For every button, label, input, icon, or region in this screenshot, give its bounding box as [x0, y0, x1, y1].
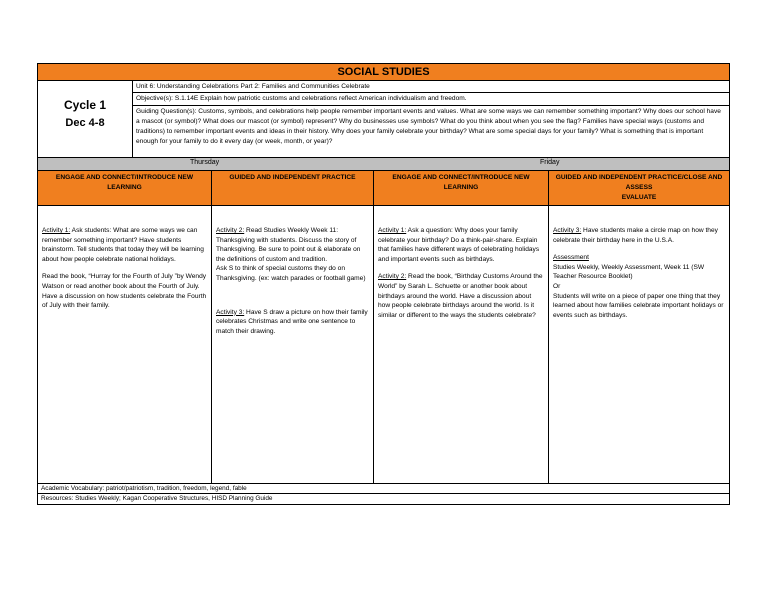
fri-activity-1 [378, 226, 544, 264]
fri-activity-2-text: Read the book, “Birthday Customs Around the World” by Sarah L. Schuette or another book about birthdays around the world. Have a discussion about how people celebrate birthdays around the world. Is it similar or different to the ways the students celebrate? [378, 273, 543, 319]
cycle-label: Cycle 1 [63, 98, 107, 112]
assessment-label: Assessment [553, 254, 589, 262]
cell-friday-practice [549, 206, 729, 484]
fri-assessment [553, 253, 725, 320]
fri-activity-3-label: Activity 3: [553, 227, 582, 234]
thu-activity-3 [216, 308, 369, 337]
thu-activity-1-label: Activity 1: [42, 227, 71, 234]
thu-activity-2-label: Activity 2: [216, 227, 245, 234]
thu-read-book: Read the book, “Hurray for the Fourth of July ”by Wendy Watson or read another book about the Fourth of July. Have a discussion on how students celebrate the Fourth of July with their family. [42, 273, 207, 310]
header-practice-1: GUIDED AND INDEPENDENT PRACTICE [212, 171, 374, 206]
header-practice-2 [549, 171, 729, 206]
objective-text: Objective(s): S.1.14E Explain how patriotic customs and celebrations reflect American individualism and freedom. [133, 93, 729, 106]
cycle-cell [38, 81, 133, 158]
fri-activity-1-text: Ask a question: Why does your family celebrate your birthday? Do a think-pair-share. Explain that families have different ways of celebrating holidays and important events such as birthdays. [378, 227, 540, 263]
academic-vocabulary: Academic Vocabulary: patriot/patriotism, tradition, freedom, legend, fable [38, 484, 729, 494]
assessment-text: Studies Weekly, Weekly Assessment, Week 11 (SW Teacher Resource Booklet) [553, 263, 705, 281]
cycle-dates: Dec 4-8 [65, 117, 105, 129]
subject-title: SOCIAL STUDIES [38, 64, 729, 81]
header-engage-1: ENGAGE AND CONNECT/INTRODUCE NEW LEARNING [38, 171, 212, 206]
header-practice-2-text: GUIDED AND INDEPENDENT PRACTICE/CLOSE AND ASSESS [555, 174, 723, 191]
lesson-plan-table [37, 63, 730, 505]
guiding-questions: Guiding Question(s): Customs, symbols, and celebrations help people remember important events and values. What are some ways we can remember something important? Why does our school have a mascot (or symbol)? What does our mascot (or symbol) represent? Why do businesses use symbols? What do you think about when you see the flag? Families have special ways (customs and traditions) to remember important events and ideas in their history. Why does your family celebrate your birthday? What are some special days for your family? What is something that is important enough for your family to do it every day (or week, month, or year)? [133, 106, 729, 158]
or-text: Or [553, 282, 561, 290]
thu-activity-1-text: Ask students: What are some ways we can remember something important? Have students brainstorm. Tell students that today they will be learning about how people celebrate national holidays. [42, 227, 204, 263]
header-evaluate: EVALUATE [621, 194, 657, 201]
fri-activity-3 [553, 226, 725, 245]
header-engage-2: ENGAGE AND CONNECT/INTRODUCE NEW LEARNING [374, 171, 549, 206]
thu-activity-1 [42, 226, 207, 264]
fri-activity-2-label: Activity 2: [378, 273, 407, 281]
thu-activity-3-label: Activity 3: [216, 308, 245, 316]
fri-activity-3-text: Have students make a circle map on how they celebrate their birthday here in the U.S.A. [553, 227, 718, 244]
fri-activity-1-label: Activity 1: [378, 227, 407, 234]
cell-thursday-practice [212, 206, 374, 484]
fri-activity-2 [378, 272, 544, 320]
day-row [38, 158, 729, 171]
unit-text: Unit 6: Understanding Celebrations Part 2: Families and Communities Celebrate [133, 81, 729, 93]
cell-thursday-engage [38, 206, 212, 484]
alternate-assessment: Students will write on a piece of paper one thing that they learned about how families celebrate important holidays or events such as birthdays. [553, 292, 724, 319]
thu-activity-2-text: Read Studies Weekly Week 11: Thanksgiving with students. Discuss the story of Thanksgiving. Be sure to point out & elaborate on the definitions of custom and tradition. [216, 227, 361, 263]
thu-activity-2-more: Ask S to think of special customs they do on Thanksgiving. (ex: watch parades or football game) [216, 265, 366, 282]
resources: Resources: Studies Weekly; Kagan Cooperative Structures, HISD Planning Guide [41, 495, 273, 502]
day-thursday: Thursday [190, 159, 220, 166]
day-friday: Friday [540, 159, 560, 166]
cell-friday-engage [374, 206, 549, 484]
thu-activity-3-text: Have S draw a picture on how their family celebrates Christmas and write one sentence to match their drawing. [216, 308, 368, 335]
thu-activity-2 [216, 226, 369, 264]
